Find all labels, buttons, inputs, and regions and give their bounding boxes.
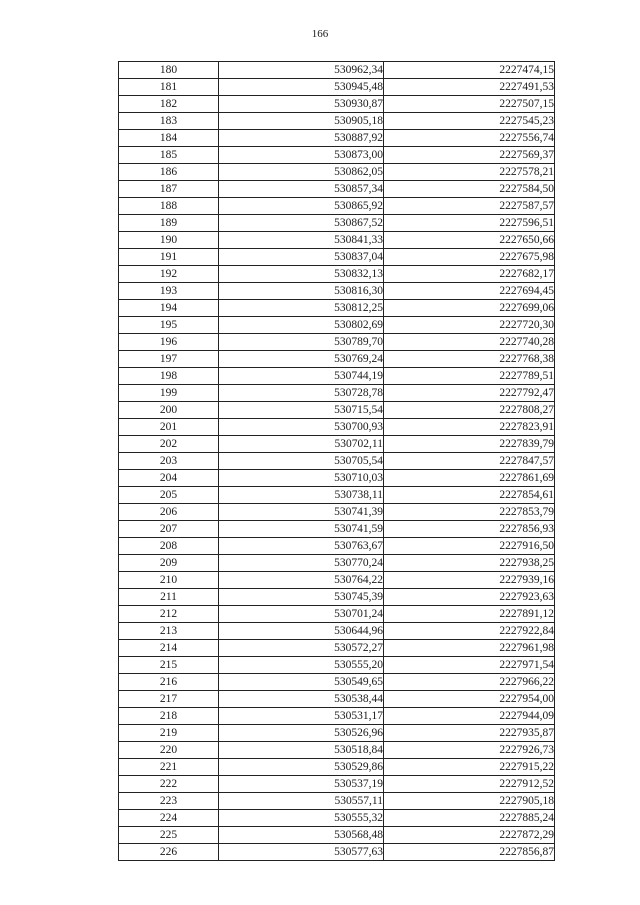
table-row bbox=[119, 232, 555, 249]
table-row bbox=[119, 572, 555, 589]
x-coordinate-cell: 530644,96 bbox=[219, 623, 384, 640]
x-coordinate-cell: 530745,39 bbox=[219, 589, 384, 606]
x-coordinate-cell: 530945,48 bbox=[219, 79, 384, 96]
table-row bbox=[119, 402, 555, 419]
x-coordinate-cell: 530769,24 bbox=[219, 351, 384, 368]
x-coordinate-cell: 530962,34 bbox=[219, 62, 384, 79]
y-coordinate-cell: 2227916,50 bbox=[384, 538, 555, 555]
point-number-cell: 183 bbox=[119, 113, 219, 130]
point-number-cell: 214 bbox=[119, 640, 219, 657]
x-coordinate-cell: 530857,34 bbox=[219, 181, 384, 198]
x-coordinate-cell: 530728,78 bbox=[219, 385, 384, 402]
point-number-cell: 180 bbox=[119, 62, 219, 79]
table-row bbox=[119, 640, 555, 657]
point-number-cell: 195 bbox=[119, 317, 219, 334]
point-number-cell: 193 bbox=[119, 283, 219, 300]
y-coordinate-cell: 2227854,61 bbox=[384, 487, 555, 504]
y-coordinate-cell: 2227856,93 bbox=[384, 521, 555, 538]
table-row bbox=[119, 657, 555, 674]
x-coordinate-cell: 530705,54 bbox=[219, 453, 384, 470]
table-row bbox=[119, 725, 555, 742]
point-number-cell: 207 bbox=[119, 521, 219, 538]
point-number-cell: 216 bbox=[119, 674, 219, 691]
point-number-cell: 212 bbox=[119, 606, 219, 623]
table-row bbox=[119, 215, 555, 232]
y-coordinate-cell: 2227808,27 bbox=[384, 402, 555, 419]
x-coordinate-cell: 530873,00 bbox=[219, 147, 384, 164]
x-coordinate-cell: 530715,54 bbox=[219, 402, 384, 419]
point-number-cell: 210 bbox=[119, 572, 219, 589]
y-coordinate-cell: 2227939,16 bbox=[384, 572, 555, 589]
point-number-cell: 209 bbox=[119, 555, 219, 572]
point-number-cell: 199 bbox=[119, 385, 219, 402]
x-coordinate-cell: 530867,52 bbox=[219, 215, 384, 232]
table-row bbox=[119, 96, 555, 113]
y-coordinate-cell: 2227971,54 bbox=[384, 657, 555, 674]
y-coordinate-cell: 2227915,22 bbox=[384, 759, 555, 776]
table-row bbox=[119, 470, 555, 487]
y-coordinate-cell: 2227923,63 bbox=[384, 589, 555, 606]
y-coordinate-cell: 2227740,28 bbox=[384, 334, 555, 351]
point-number-cell: 182 bbox=[119, 96, 219, 113]
y-coordinate-cell: 2227675,98 bbox=[384, 249, 555, 266]
table-row bbox=[119, 62, 555, 79]
y-coordinate-cell: 2227823,91 bbox=[384, 419, 555, 436]
y-coordinate-cell: 2227682,17 bbox=[384, 266, 555, 283]
point-number-cell: 223 bbox=[119, 793, 219, 810]
table-row bbox=[119, 113, 555, 130]
point-number-cell: 206 bbox=[119, 504, 219, 521]
table-row bbox=[119, 521, 555, 538]
y-coordinate-cell: 2227912,52 bbox=[384, 776, 555, 793]
table-row bbox=[119, 266, 555, 283]
y-coordinate-cell: 2227584,50 bbox=[384, 181, 555, 198]
point-number-cell: 224 bbox=[119, 810, 219, 827]
x-coordinate-cell: 530741,39 bbox=[219, 504, 384, 521]
x-coordinate-cell: 530738,11 bbox=[219, 487, 384, 504]
table-row bbox=[119, 742, 555, 759]
x-coordinate-cell: 530555,20 bbox=[219, 657, 384, 674]
coordinates-table-body bbox=[119, 62, 555, 861]
table-row bbox=[119, 555, 555, 572]
table-row bbox=[119, 368, 555, 385]
x-coordinate-cell: 530862,05 bbox=[219, 164, 384, 181]
y-coordinate-cell: 2227856,87 bbox=[384, 844, 555, 861]
table-row bbox=[119, 419, 555, 436]
x-coordinate-cell: 530537,19 bbox=[219, 776, 384, 793]
x-coordinate-cell: 530816,30 bbox=[219, 283, 384, 300]
y-coordinate-cell: 2227569,37 bbox=[384, 147, 555, 164]
table-row bbox=[119, 776, 555, 793]
point-number-cell: 201 bbox=[119, 419, 219, 436]
table-row bbox=[119, 538, 555, 555]
point-number-cell: 208 bbox=[119, 538, 219, 555]
point-number-cell: 205 bbox=[119, 487, 219, 504]
point-number-cell: 226 bbox=[119, 844, 219, 861]
y-coordinate-cell: 2227596,51 bbox=[384, 215, 555, 232]
table-row bbox=[119, 198, 555, 215]
y-coordinate-cell: 2227474,15 bbox=[384, 62, 555, 79]
point-number-cell: 198 bbox=[119, 368, 219, 385]
point-number-cell: 217 bbox=[119, 691, 219, 708]
y-coordinate-cell: 2227966,22 bbox=[384, 674, 555, 691]
y-coordinate-cell: 2227954,00 bbox=[384, 691, 555, 708]
x-coordinate-cell: 530572,27 bbox=[219, 640, 384, 657]
table-row bbox=[119, 504, 555, 521]
x-coordinate-cell: 530529,86 bbox=[219, 759, 384, 776]
y-coordinate-cell: 2227891,12 bbox=[384, 606, 555, 623]
x-coordinate-cell: 530538,44 bbox=[219, 691, 384, 708]
table-row bbox=[119, 300, 555, 317]
x-coordinate-cell: 530930,87 bbox=[219, 96, 384, 113]
point-number-cell: 181 bbox=[119, 79, 219, 96]
x-coordinate-cell: 530555,32 bbox=[219, 810, 384, 827]
x-coordinate-cell: 530764,22 bbox=[219, 572, 384, 589]
point-number-cell: 218 bbox=[119, 708, 219, 725]
x-coordinate-cell: 530832,13 bbox=[219, 266, 384, 283]
point-number-cell: 188 bbox=[119, 198, 219, 215]
point-number-cell: 221 bbox=[119, 759, 219, 776]
y-coordinate-cell: 2227935,87 bbox=[384, 725, 555, 742]
table-row bbox=[119, 674, 555, 691]
point-number-cell: 211 bbox=[119, 589, 219, 606]
table-row bbox=[119, 759, 555, 776]
point-number-cell: 203 bbox=[119, 453, 219, 470]
y-coordinate-cell: 2227556,74 bbox=[384, 130, 555, 147]
y-coordinate-cell: 2227789,51 bbox=[384, 368, 555, 385]
y-coordinate-cell: 2227839,79 bbox=[384, 436, 555, 453]
y-coordinate-cell: 2227768,38 bbox=[384, 351, 555, 368]
point-number-cell: 192 bbox=[119, 266, 219, 283]
page-number: 166 bbox=[311, 28, 329, 40]
point-number-cell: 213 bbox=[119, 623, 219, 640]
y-coordinate-cell: 2227938,25 bbox=[384, 555, 555, 572]
x-coordinate-cell: 530549,65 bbox=[219, 674, 384, 691]
x-coordinate-cell: 530841,33 bbox=[219, 232, 384, 249]
table-row bbox=[119, 249, 555, 266]
y-coordinate-cell: 2227694,45 bbox=[384, 283, 555, 300]
y-coordinate-cell: 2227905,18 bbox=[384, 793, 555, 810]
y-coordinate-cell: 2227944,09 bbox=[384, 708, 555, 725]
x-coordinate-cell: 530865,92 bbox=[219, 198, 384, 215]
x-coordinate-cell: 530526,96 bbox=[219, 725, 384, 742]
x-coordinate-cell: 530905,18 bbox=[219, 113, 384, 130]
x-coordinate-cell: 530518,84 bbox=[219, 742, 384, 759]
x-coordinate-cell: 530577,63 bbox=[219, 844, 384, 861]
y-coordinate-cell: 2227792,47 bbox=[384, 385, 555, 402]
x-coordinate-cell: 530763,67 bbox=[219, 538, 384, 555]
table-row bbox=[119, 436, 555, 453]
y-coordinate-cell: 2227922,84 bbox=[384, 623, 555, 640]
table-row bbox=[119, 487, 555, 504]
point-number-cell: 200 bbox=[119, 402, 219, 419]
point-number-cell: 220 bbox=[119, 742, 219, 759]
y-coordinate-cell: 2227578,21 bbox=[384, 164, 555, 181]
point-number-cell: 222 bbox=[119, 776, 219, 793]
table-row bbox=[119, 623, 555, 640]
table-row bbox=[119, 827, 555, 844]
x-coordinate-cell: 530568,48 bbox=[219, 827, 384, 844]
x-coordinate-cell: 530700,93 bbox=[219, 419, 384, 436]
x-coordinate-cell: 530741,59 bbox=[219, 521, 384, 538]
y-coordinate-cell: 2227885,24 bbox=[384, 810, 555, 827]
point-number-cell: 204 bbox=[119, 470, 219, 487]
x-coordinate-cell: 530702,11 bbox=[219, 436, 384, 453]
point-number-cell: 225 bbox=[119, 827, 219, 844]
point-number-cell: 215 bbox=[119, 657, 219, 674]
table-row bbox=[119, 351, 555, 368]
x-coordinate-cell: 530710,03 bbox=[219, 470, 384, 487]
y-coordinate-cell: 2227545,23 bbox=[384, 113, 555, 130]
table-row bbox=[119, 810, 555, 827]
y-coordinate-cell: 2227961,98 bbox=[384, 640, 555, 657]
x-coordinate-cell: 530789,70 bbox=[219, 334, 384, 351]
y-coordinate-cell: 2227861,69 bbox=[384, 470, 555, 487]
y-coordinate-cell: 2227491,53 bbox=[384, 79, 555, 96]
point-number-cell: 189 bbox=[119, 215, 219, 232]
y-coordinate-cell: 2227650,66 bbox=[384, 232, 555, 249]
table-row bbox=[119, 130, 555, 147]
x-coordinate-cell: 530557,11 bbox=[219, 793, 384, 810]
point-number-cell: 187 bbox=[119, 181, 219, 198]
table-row bbox=[119, 606, 555, 623]
y-coordinate-cell: 2227699,06 bbox=[384, 300, 555, 317]
x-coordinate-cell: 530701,24 bbox=[219, 606, 384, 623]
point-number-cell: 196 bbox=[119, 334, 219, 351]
y-coordinate-cell: 2227872,29 bbox=[384, 827, 555, 844]
x-coordinate-cell: 530812,25 bbox=[219, 300, 384, 317]
point-number-cell: 185 bbox=[119, 147, 219, 164]
point-number-cell: 186 bbox=[119, 164, 219, 181]
table-row bbox=[119, 147, 555, 164]
table-row bbox=[119, 708, 555, 725]
table-row bbox=[119, 793, 555, 810]
table-row bbox=[119, 589, 555, 606]
point-number-cell: 202 bbox=[119, 436, 219, 453]
x-coordinate-cell: 530837,04 bbox=[219, 249, 384, 266]
y-coordinate-cell: 2227853,79 bbox=[384, 504, 555, 521]
point-number-cell: 197 bbox=[119, 351, 219, 368]
table-row bbox=[119, 691, 555, 708]
table-row bbox=[119, 453, 555, 470]
table-row bbox=[119, 844, 555, 861]
point-number-cell: 190 bbox=[119, 232, 219, 249]
x-coordinate-cell: 530887,92 bbox=[219, 130, 384, 147]
x-coordinate-cell: 530802,69 bbox=[219, 317, 384, 334]
table-row bbox=[119, 334, 555, 351]
point-number-cell: 194 bbox=[119, 300, 219, 317]
table-row bbox=[119, 79, 555, 96]
y-coordinate-cell: 2227587,57 bbox=[384, 198, 555, 215]
y-coordinate-cell: 2227720,30 bbox=[384, 317, 555, 334]
table-row bbox=[119, 283, 555, 300]
point-number-cell: 219 bbox=[119, 725, 219, 742]
point-number-cell: 184 bbox=[119, 130, 219, 147]
y-coordinate-cell: 2227926,73 bbox=[384, 742, 555, 759]
table-row bbox=[119, 164, 555, 181]
x-coordinate-cell: 530531,17 bbox=[219, 708, 384, 725]
y-coordinate-cell: 2227507,15 bbox=[384, 96, 555, 113]
y-coordinate-cell: 2227847,57 bbox=[384, 453, 555, 470]
x-coordinate-cell: 530744,19 bbox=[219, 368, 384, 385]
x-coordinate-cell: 530770,24 bbox=[219, 555, 384, 572]
point-number-cell: 191 bbox=[119, 249, 219, 266]
table-row bbox=[119, 317, 555, 334]
coordinates-table bbox=[118, 61, 555, 861]
table-row bbox=[119, 181, 555, 198]
table-row bbox=[119, 385, 555, 402]
